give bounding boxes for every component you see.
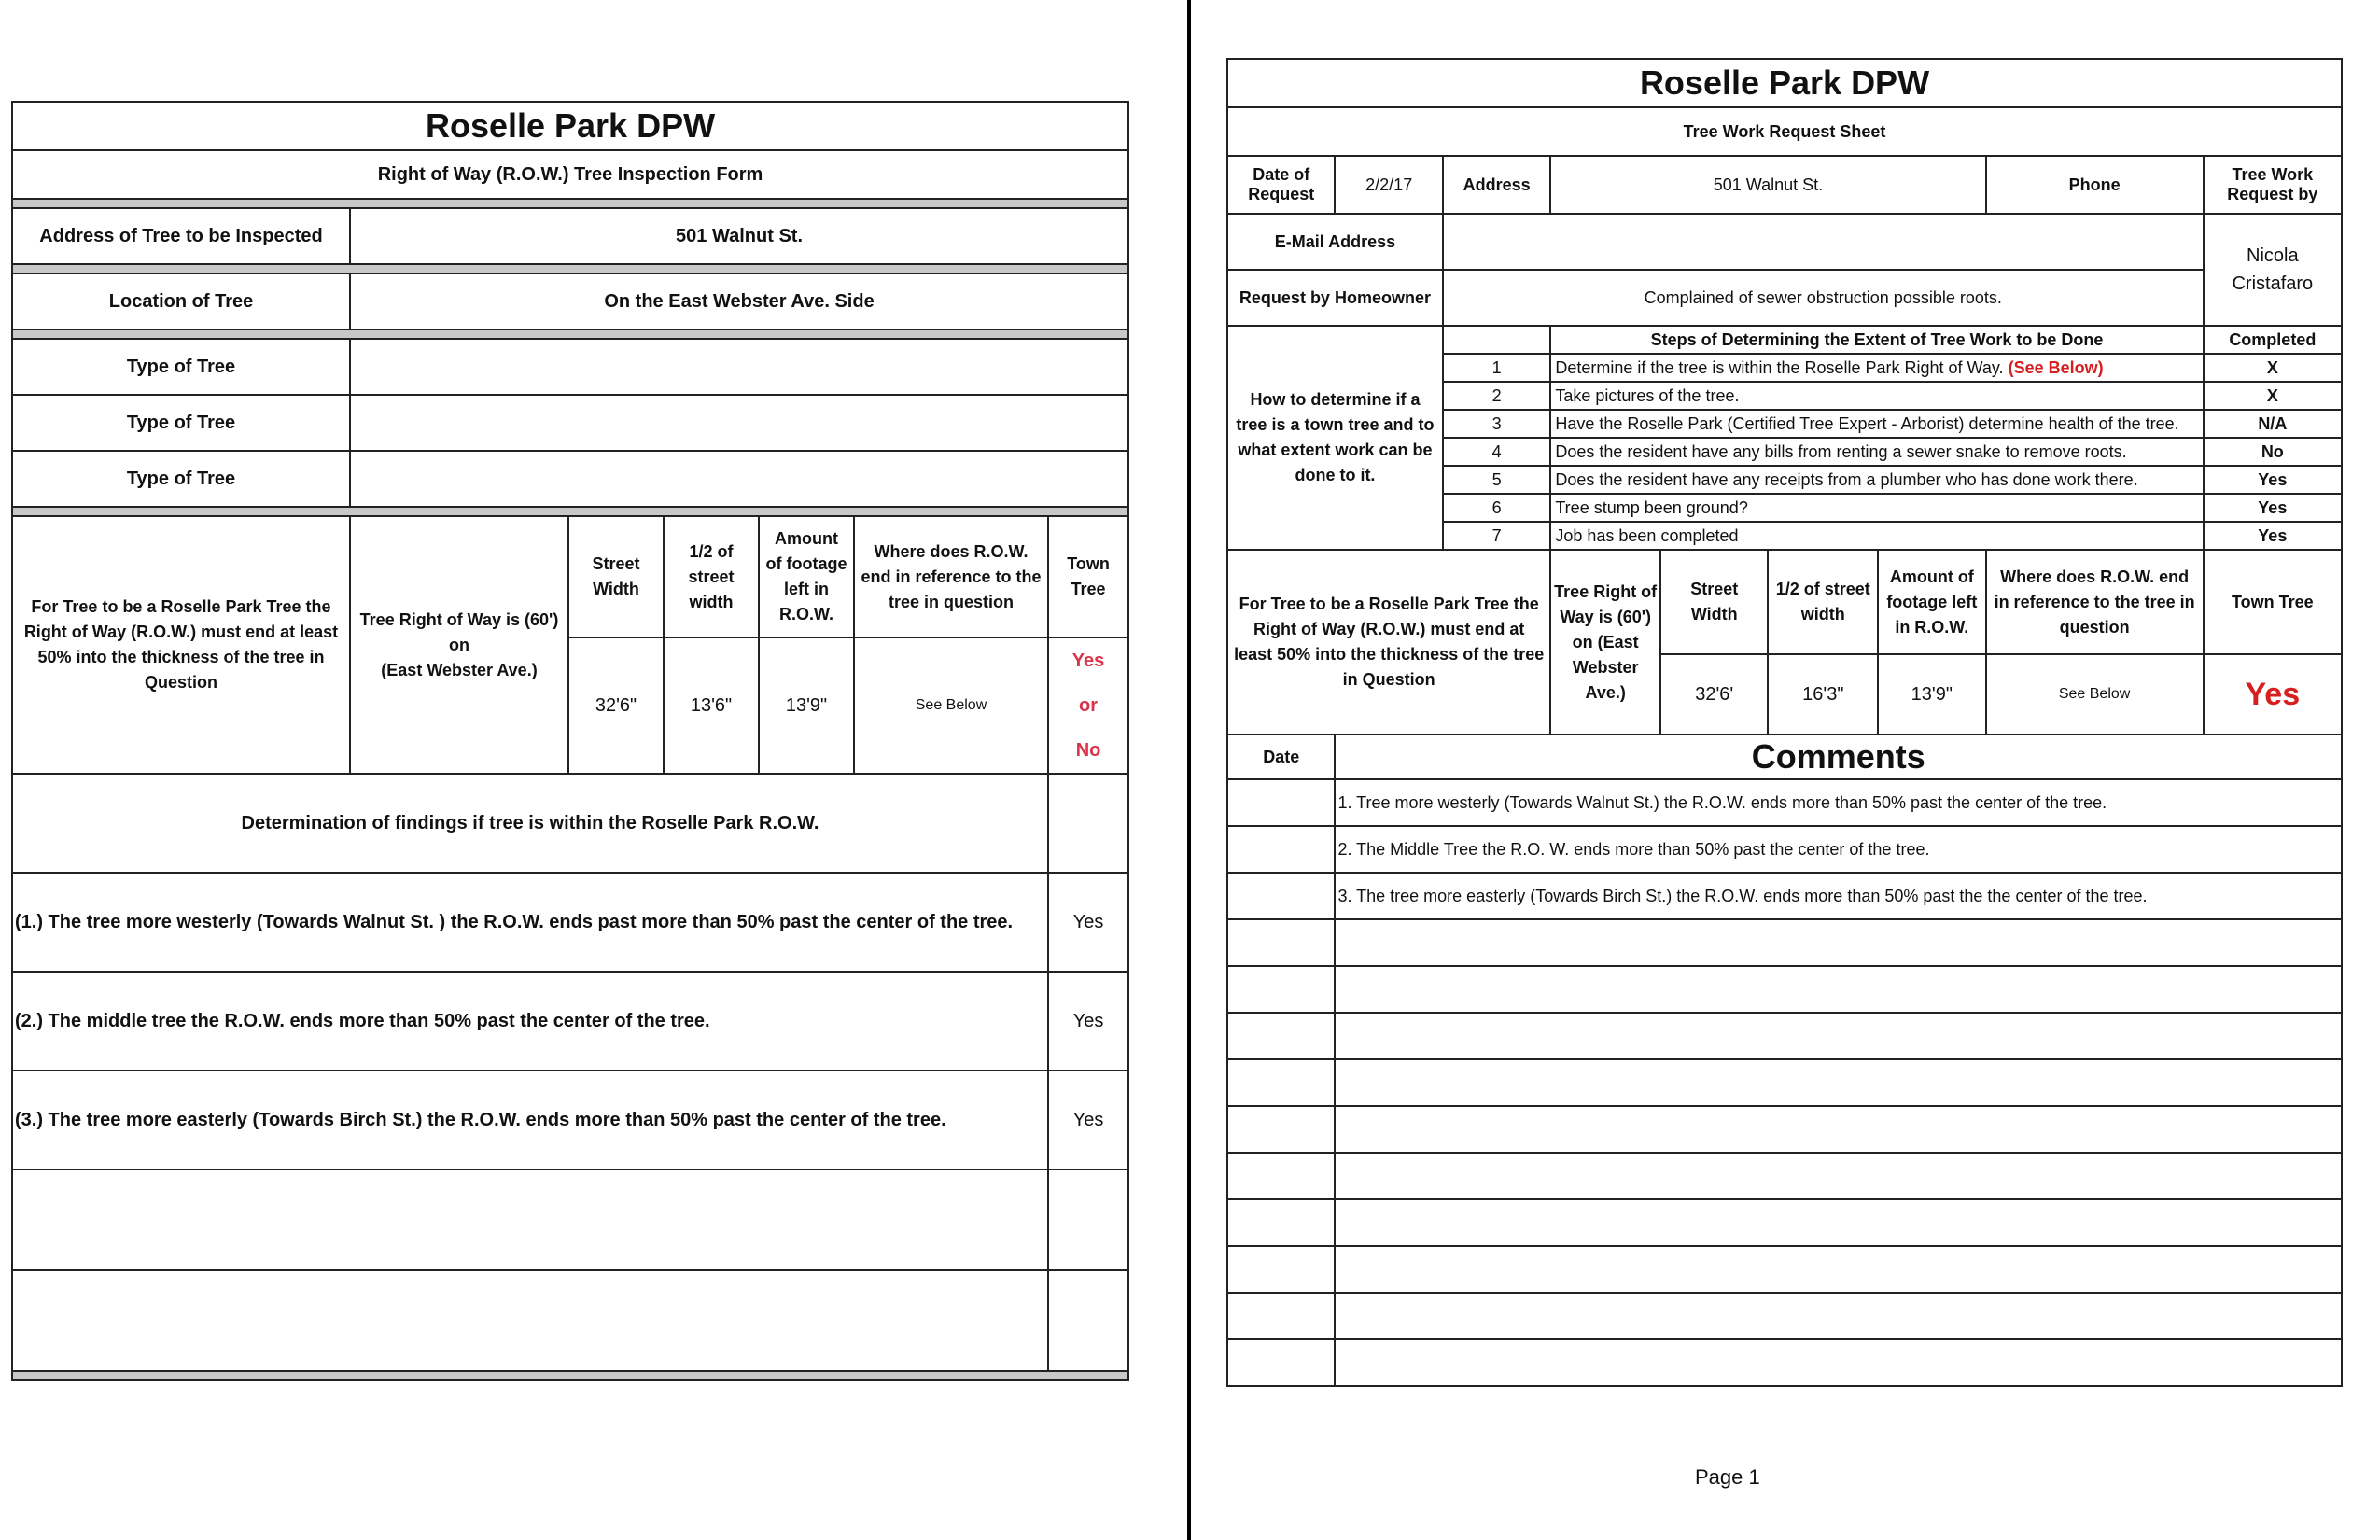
homeowner-field[interactable]: Complained of sewer obstruction possible roots. <box>1443 270 2204 326</box>
step-completed[interactable]: X <box>2204 382 2342 410</box>
comment-date[interactable] <box>1227 1013 1335 1059</box>
email-field[interactable] <box>1443 214 2204 270</box>
where-end-header: Where does R.O.W. end in reference to the tree in question <box>854 516 1048 637</box>
finding-3-text: (3.) The tree more easterly (Towards Birch St.) the R.O.W. ends more than 50% past the center of the tree. <box>12 1071 1048 1169</box>
finding-3-answer[interactable]: Yes <box>1048 1071 1128 1169</box>
row-rule-text: For Tree to be a Roselle Park Tree the Right of Way (R.O.W.) must end at least 50% into the thickness of the tree in Question <box>1227 550 1550 735</box>
comment-text[interactable]: 3. The tree more easterly (Towards Birch St.) the R.O.W. ends more than 50% past the the center of the tree. <box>1335 873 2342 919</box>
step-number: 3 <box>1443 410 1550 438</box>
street-width-header: Street Width <box>1660 550 1768 654</box>
comment-date[interactable] <box>1227 1293 1335 1339</box>
town-tree-value[interactable]: Yes <box>2204 654 2342 735</box>
comment-date[interactable] <box>1227 873 1335 919</box>
row-width-line: (East Webster Ave.) <box>381 660 538 679</box>
comment-date[interactable] <box>1227 1339 1335 1386</box>
work-request-table <box>1226 58 2343 1387</box>
phone-label: Phone <box>1986 156 2204 214</box>
comment-text[interactable] <box>1335 1059 2342 1106</box>
comment-text[interactable] <box>1335 1199 2342 1246</box>
answer-or: or <box>1079 695 1099 716</box>
location-field[interactable]: On the East Webster Ave. Side <box>350 273 1128 329</box>
date-column-header: Date <box>1227 735 1335 779</box>
separator <box>12 1371 1128 1380</box>
comment-date[interactable] <box>1227 1153 1335 1199</box>
town-tree-header: Town Tree <box>1048 516 1128 637</box>
row-width-line: Tree Right of Way is (60') <box>359 609 559 629</box>
form-title: Right of Way (R.O.W.) Tree Inspection Form <box>12 150 1128 199</box>
footage-left-value[interactable]: 13'9" <box>1878 654 1985 735</box>
completed-header: Completed <box>2204 326 2342 354</box>
answer-yes: Yes <box>1071 651 1105 671</box>
footage-left-header: Amount of footage left in R.O.W. <box>1878 550 1985 654</box>
address-field[interactable]: 501 Walnut St. <box>1550 156 1985 214</box>
town-tree-answer[interactable] <box>1048 637 1128 774</box>
comment-text[interactable] <box>1335 1246 2342 1293</box>
address-label: Address <box>1443 156 1550 214</box>
step-completed[interactable]: X <box>2204 354 2342 382</box>
determination-answer[interactable] <box>1048 774 1128 873</box>
type-of-tree-label: Type of Tree <box>12 451 350 507</box>
step-completed[interactable]: No <box>2204 438 2342 466</box>
step-text <box>1550 354 2203 382</box>
step-number: 6 <box>1443 494 1550 522</box>
comment-date[interactable] <box>1227 1199 1335 1246</box>
where-end-header: Where does R.O.W. end in reference to the tree in question <box>1986 550 2204 654</box>
step-completed[interactable]: Yes <box>2204 522 2342 550</box>
step-text: Tree stump been ground? <box>1550 494 2203 522</box>
homeowner-label: Request by Homeowner <box>1227 270 1443 326</box>
separator <box>12 507 1128 516</box>
finding-1-text: (1.) The tree more westerly (Towards Walnut St. ) the R.O.W. ends past more than 50% past the center of the tree. <box>12 873 1048 972</box>
where-end-value[interactable]: See Below <box>854 637 1048 774</box>
step-text-main: Determine if the tree is within the Roselle Park Right of Way. <box>1555 357 2004 377</box>
answer-no: No <box>1075 740 1101 761</box>
step-number: 4 <box>1443 438 1550 466</box>
comment-date[interactable] <box>1227 1106 1335 1153</box>
date-field[interactable]: 2/2/17 <box>1335 156 1442 214</box>
comment-text[interactable] <box>1335 1153 2342 1199</box>
type-of-tree-field[interactable] <box>350 395 1128 451</box>
address-field[interactable]: 501 Walnut St. <box>350 208 1128 264</box>
comment-text[interactable] <box>1335 1293 2342 1339</box>
step-text: Take pictures of the tree. <box>1550 382 2203 410</box>
type-of-tree-label: Type of Tree <box>12 339 350 395</box>
step-text: Does the resident have any receipts from a plumber who has done work there. <box>1550 466 2203 494</box>
step-number: 2 <box>1443 382 1550 410</box>
comment-text[interactable] <box>1335 966 2342 1013</box>
separator <box>12 329 1128 339</box>
separator <box>12 199 1128 208</box>
comment-date[interactable] <box>1227 966 1335 1013</box>
street-width-value[interactable]: 32'6" <box>568 637 664 774</box>
step-number: 7 <box>1443 522 1550 550</box>
row-width-text <box>350 516 568 774</box>
finding-blank-answer[interactable] <box>1048 1270 1128 1371</box>
step-number: 1 <box>1443 354 1550 382</box>
step-completed[interactable]: Yes <box>2204 466 2342 494</box>
finding-2-answer[interactable]: Yes <box>1048 972 1128 1071</box>
finding-1-answer[interactable]: Yes <box>1048 873 1128 972</box>
step-note: (See Below) <box>2008 357 2104 377</box>
half-width-header: 1/2 of street width <box>1768 550 1878 654</box>
comment-text[interactable]: 1. Tree more westerly (Towards Walnut St.) the R.O.W. ends more than 50% past the center of the tree. <box>1335 779 2342 826</box>
type-of-tree-field[interactable] <box>350 451 1128 507</box>
address-label: Address of Tree to be Inspected <box>12 208 350 264</box>
page-number: Page 1 <box>1695 1465 1760 1489</box>
finding-blank-text[interactable] <box>12 1169 1048 1270</box>
half-width-header: 1/2 of street width <box>664 516 759 637</box>
finding-blank-text[interactable] <box>12 1270 1048 1371</box>
comment-date[interactable] <box>1227 919 1335 966</box>
finding-blank-answer[interactable] <box>1048 1169 1128 1270</box>
request-by-field[interactable]: Nicola Cristafaro <box>2204 214 2342 326</box>
comment-text[interactable] <box>1335 919 2342 966</box>
location-label: Location of Tree <box>12 273 350 329</box>
step-text: Does the resident have any bills from renting a sewer snake to remove roots. <box>1550 438 2203 466</box>
finding-2-text: (2.) The middle tree the R.O.W. ends more than 50% past the center of the tree. <box>12 972 1048 1071</box>
determination-heading: Determination of findings if tree is within the Roselle Park R.O.W. <box>12 774 1048 873</box>
comment-text[interactable]: 2. The Middle Tree the R.O. W. ends more than 50% past the center of the tree. <box>1335 826 2342 873</box>
step-text: Job has been completed <box>1550 522 2203 550</box>
town-tree-header: Town Tree <box>2204 550 2342 654</box>
row-width-line: on <box>449 635 469 654</box>
email-label: E-Mail Address <box>1227 214 1443 270</box>
separator <box>12 264 1128 273</box>
date-label: Date of Request <box>1227 156 1335 214</box>
type-of-tree-label: Type of Tree <box>12 395 350 451</box>
comment-text[interactable] <box>1335 1339 2342 1386</box>
request-by-label: Tree Work Request by <box>2204 156 2342 214</box>
footage-left-value[interactable]: 13'9" <box>759 637 854 774</box>
step-num-header <box>1443 326 1550 354</box>
sheet-title: Tree Work Request Sheet <box>1227 107 2342 156</box>
half-width-value[interactable]: 13'6" <box>664 637 759 774</box>
comment-date[interactable] <box>1227 1246 1335 1293</box>
comment-text[interactable] <box>1335 1106 2342 1153</box>
comments-title: Comments <box>1335 735 2342 779</box>
street-width-header: Street Width <box>568 516 664 637</box>
comment-date[interactable] <box>1227 826 1335 873</box>
steps-header: Steps of Determining the Extent of Tree Work to be Done <box>1550 326 2203 354</box>
step-completed[interactable]: Yes <box>2204 494 2342 522</box>
row-rule-text: For Tree to be a Roselle Park Tree the Right of Way (R.O.W.) must end at least 50% into the thickness of the tree in Question <box>12 516 350 774</box>
footage-left-header: Amount of footage left in R.O.W. <box>759 516 854 637</box>
step-text: Have the Roselle Park (Certified Tree Expert - Arborist) determine health of the tree. <box>1550 410 2203 438</box>
where-end-value[interactable]: See Below <box>1986 654 2204 735</box>
step-number: 5 <box>1443 466 1550 494</box>
org-title: Roselle Park DPW <box>12 102 1128 150</box>
inspection-form-page <box>0 0 1187 1540</box>
step-completed[interactable]: N/A <box>2204 410 2342 438</box>
comment-date[interactable] <box>1227 1059 1335 1106</box>
comment-date[interactable] <box>1227 779 1335 826</box>
org-title: Roselle Park DPW <box>1227 59 2342 107</box>
inspection-form-table <box>11 101 1129 1381</box>
type-of-tree-field[interactable] <box>350 339 1128 395</box>
how-to-determine-text: How to determine if a tree is a town tree and to what extent work can be done to it. <box>1227 326 1443 550</box>
row-width-text: Tree Right of Way is (60') on (East Webster Ave.) <box>1550 550 1660 735</box>
comment-text[interactable] <box>1335 1013 2342 1059</box>
half-width-value[interactable]: 16'3" <box>1768 654 1878 735</box>
street-width-value[interactable]: 32'6' <box>1660 654 1768 735</box>
